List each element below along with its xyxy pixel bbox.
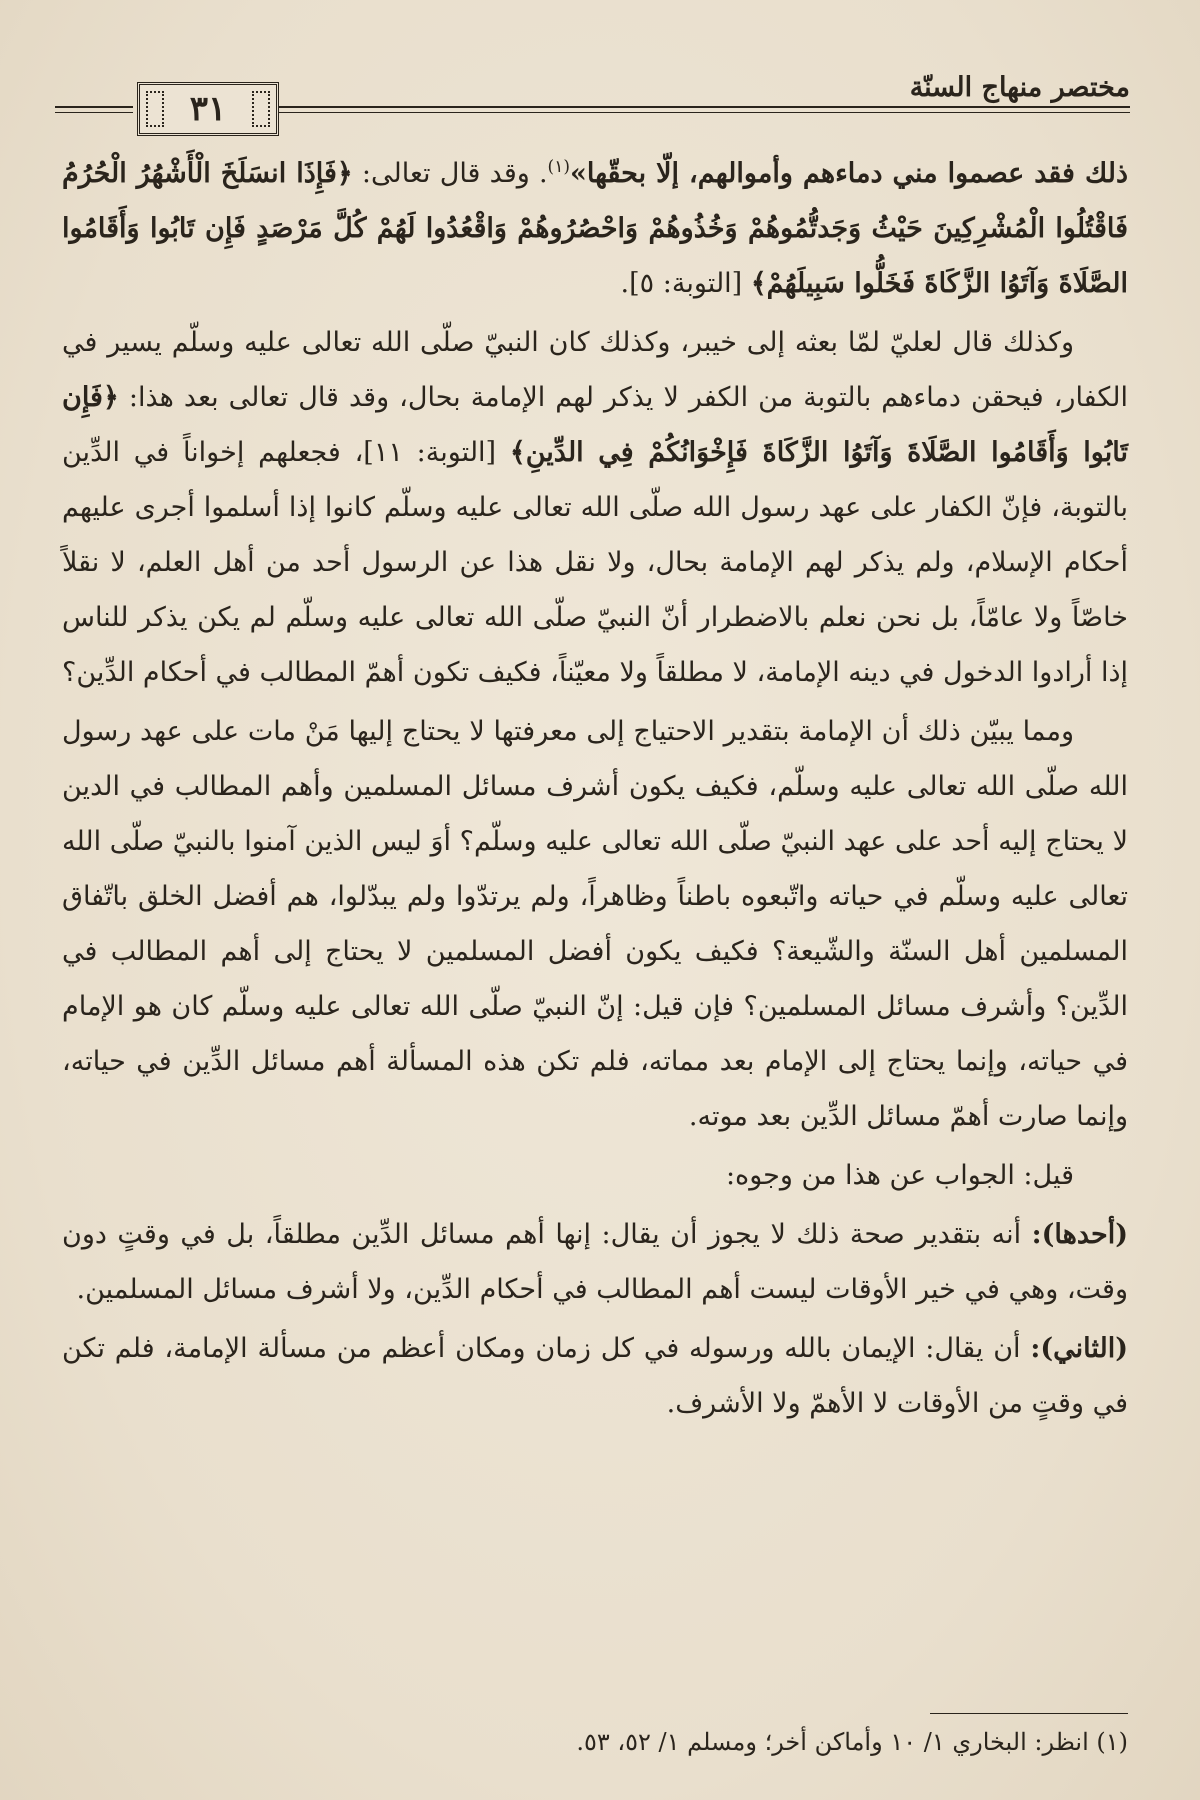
p2-text-b: [التوبة: ١١]، فجعلهم إخواناً في الدِّين بالتوبة، فإنّ الكفار على عهد رسول الله صلّى الله تعالى عليه وسلّم كانوا إذا أسلموا أجرى عليهم أحكام الإسلام، ولم يذكر لهم الإمامة بحال، ولا نقل هذا عن الرسول أحد من أهل العلم، لا نقلاً خاصّاً ولا عامّاً، بل نحن نعلم بالاضطرار أنّ النبيّ صلّى الله تعالى عليه وسلّم لم يكن يذكر للناس إذا أرادوا الدخول في دينه الإمامة، لا مطلقاً ولا معيّناً، فكيف تكون أهمّ المطالب في أحكام الدِّين؟ — [62, 437, 1128, 688]
footnote: (١) انظر: البخاري ١/ ١٠ وأماكن أخر؛ ومسلم ١/ ٥٢، ٥٣. — [576, 1728, 1128, 1756]
quran-close-bracket: ﴾ — [750, 268, 767, 299]
paragraph-3: ومما يبيّن ذلك أن الإمامة بتقدير الاحتياج إلى معرفتها لا يحتاج إليها مَنْ مات على عهد رسول الله صلّى الله تعالى عليه وسلّم، فكيف يكون أشرف مسائل المسلمين وأهم المطالب في الدين لا يحتاج إليه أحد على عهد النبيّ صلّى الله تعالى عليه وسلّم؟ أوَ ليس الذين آمنوا بالنبيّ صلّى الله تعالى عليه وسلّم في حياته واتّبعوه باطناً وظاهراً، ولم يرتدّوا ولم يبدّلوا، هم أفضل الخلق باتّفاق المسلمين أهل السنّة والشّيعة؟ فكيف يكون أفضل المسلمين لا يحتاج إلى أهم المطالب في الدِّين؟ وأشرف مسائل المسلمين؟ فإن قيل: إنّ النبيّ صلّى الله تعالى عليه وسلّم كان هو الإمام في حياته، وإنما يحتاج إلى الإمام بعد مماته، فلم تكن هذه المسألة أهم مسائل الدِّين في حياته، وإنما صارت أهمّ مسائل الدِّين بعد موته. — [62, 716, 1128, 1132]
page-header — [55, 68, 1130, 138]
quran-open-bracket: ﴿ — [102, 382, 119, 413]
header-rule-right — [279, 106, 1130, 113]
p5-text: أنه بتقدير صحة ذلك لا يجوز أن يقال: إنها أهم مسائل الدِّين مطلقاً، بل في وقتٍ دون وقت، وهي في خير الأوقات ليست أهم المطالب في أحكام الدِّين، ولا أشرف مسائل المسلمين. — [62, 1219, 1128, 1305]
quran-close-bracket: ﴾ — [509, 437, 526, 468]
p6-text: أن يقال: الإيمان بالله ورسوله في كل زمان ومكان أعظم من مسألة الإمامة، فلم تكن في وقتٍ من الأوقات لا الأهمّ ولا الأشرف. — [62, 1333, 1128, 1419]
p1-intro: . وقد قال تعالى: — [361, 158, 548, 189]
footnote-separator — [930, 1713, 1128, 1714]
main-text — [62, 146, 1128, 1435]
book-title: مختصر منهاج السنّة — [909, 72, 1130, 103]
quran-open-bracket: ﴿ — [336, 158, 353, 189]
paragraph-5 — [62, 1207, 1128, 1317]
verse-reference-1: [التوبة: ٥]. — [620, 268, 743, 299]
footnote-marker: (١) — [547, 157, 570, 177]
paragraph-4: قيل: الجواب عن هذا من وجوه: — [725, 1160, 1074, 1191]
point-label-second: (الثاني): — [1030, 1333, 1128, 1364]
p2-text-a: وكذلك قال لعليّ لمّا بعثه إلى خيبر، وكذلك كان النبيّ صلّى الله تعالى عليه وسلّم يسير في الكفار، فيحقن دماءهم بالتوبة من الكفر لا يذكر لهم الإمامة بحال، وقد قال تعالى بعد هذا: — [62, 327, 1128, 413]
hadith-text: ذلك فقد عصموا مني دماءهم وأموالهم، إلّا بحقّها» — [569, 158, 1128, 189]
paragraph-1 — [62, 146, 1128, 311]
header-rule-left — [55, 106, 133, 113]
quran-verse-1: فَإِذَا انسَلَخَ الْأَشْهُرُ الْحُرُمُ فَاقْتُلُوا الْمُشْرِكِينَ حَيْثُ وَجَدتُّمُوهُمْ وَخُذُوهُمْ وَاحْصُرُوهُمْ وَاقْعُدُوا لَهُمْ كُلَّ مَرْصَدٍ فَإِن تَابُوا وَأَقَامُوا الصَّلَاةَ وَآتَوُا الزَّكَاةَ فَخَلُّوا سَبِيلَهُمْ — [62, 158, 1128, 299]
page-number: ٣١ — [137, 82, 279, 136]
point-label-first: (أحدها): — [1031, 1219, 1128, 1250]
quran-verse-2: فَإِن تَابُوا وَأَقَامُوا الصَّلَاةَ وَآتَوُا الزَّكَاةَ فَإِخْوَانُكُمْ فِي الدِّينِ — [62, 382, 1128, 468]
paragraph-6 — [62, 1321, 1128, 1431]
paragraph-2 — [62, 315, 1128, 700]
